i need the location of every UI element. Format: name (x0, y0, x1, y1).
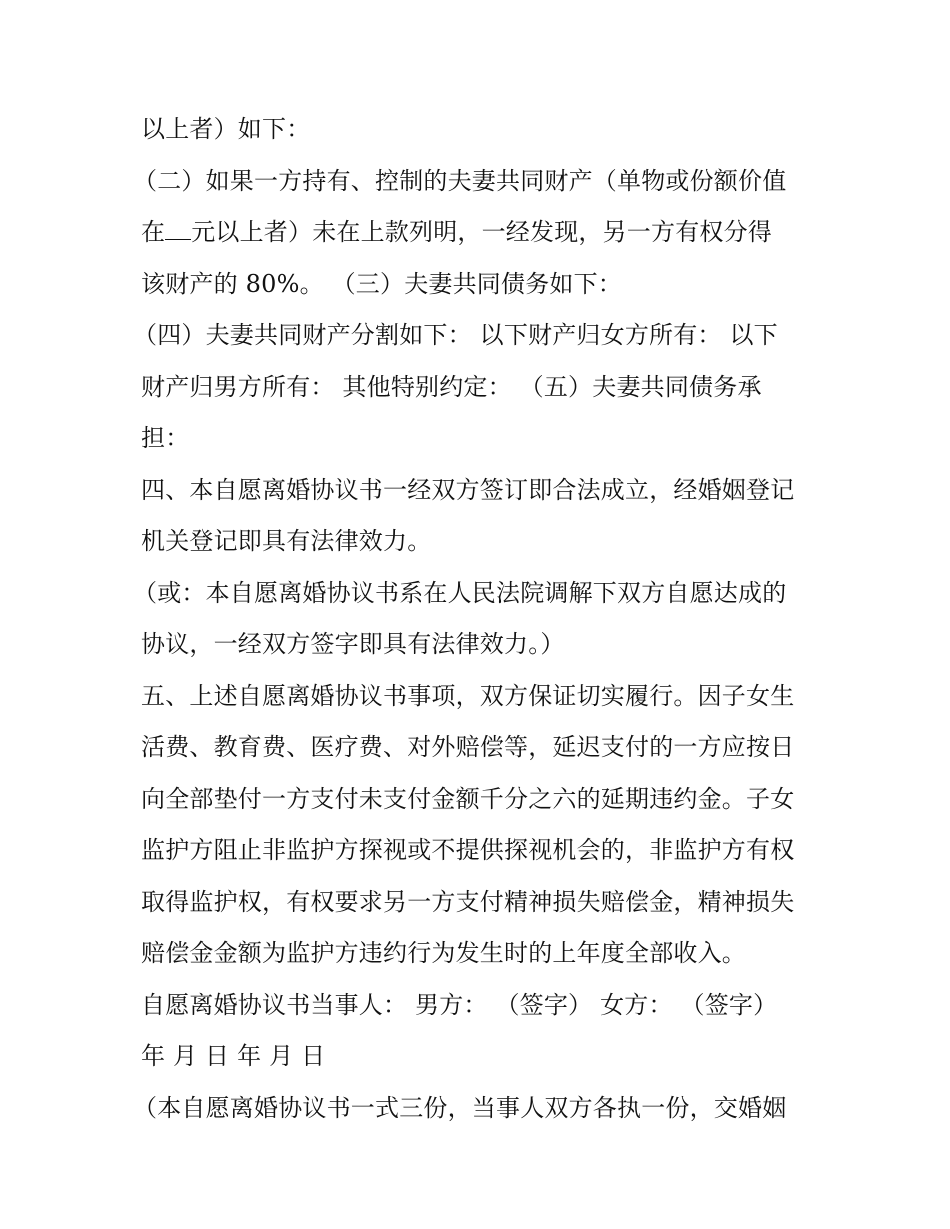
text-line: 该财产的 80%。 （三）夫妻共同债务如下： (141, 269, 623, 298)
text-line: 机关登记即具有法律效力。 (141, 527, 432, 555)
text-line: 四、本自愿离婚协议书一经双方签订即合法成立，经婚姻登记 (141, 475, 795, 504)
text-line: 财产归男方所有： 其他特别约定： （五）夫妻共同债务承 (141, 372, 762, 401)
text-fragment: 元以上者）未在上款列明，一经发现，另一方有权分得 (191, 218, 773, 246)
text-line: 活费、教育费、医疗费、对外赔偿等，延迟支付的一方应按日 (141, 733, 795, 761)
text-line: （二）如果一方持有、控制的夫妻共同财产（单物或份额价值 (133, 166, 787, 195)
signature-line: 自愿离婚协议书当事人： 男方： （签字） 女方： （签字） (141, 990, 778, 1019)
text-fragment: 在 (141, 218, 166, 246)
text-line: （四）夫妻共同财产分割如下： 以下财产归女方所有： 以下 (133, 321, 778, 349)
date-line: 年 月 日 年 月 日 (141, 1042, 326, 1070)
text-line: 协议，一经双方签字即具有法律效力。） (141, 630, 565, 658)
text-line: 五、上述自愿离婚协议书事项，双方保证切实履行。因子女生 (141, 681, 795, 710)
text-line: 向全部垫付一方支付未支付金额千分之六的延期违约金。子女 (141, 784, 795, 813)
text-line: 赔偿金金额为监护方违约行为发生时的上年度全部收入。 (141, 939, 746, 967)
text-line: （本自愿离婚协议书一式三份，当事人双方各执一份，交婚姻 (133, 1093, 787, 1122)
fill-in-blank (165, 221, 191, 240)
text-line: 担： (141, 424, 190, 452)
document-page (133, 104, 821, 1134)
text-line-with-blank (141, 207, 821, 259)
text-line: 监护方阻止非监护方探视或不提供探视机会的，非监护方有权 (141, 836, 795, 864)
text-line: 以上者）如下： (141, 115, 311, 143)
text-line: （或：本自愿离婚协议书系在人民法院调解下双方自愿达成的 (133, 578, 787, 607)
text-line: 取得监护权，有权要求另一方支付精神损失赔偿金，精神损失 (141, 887, 795, 916)
